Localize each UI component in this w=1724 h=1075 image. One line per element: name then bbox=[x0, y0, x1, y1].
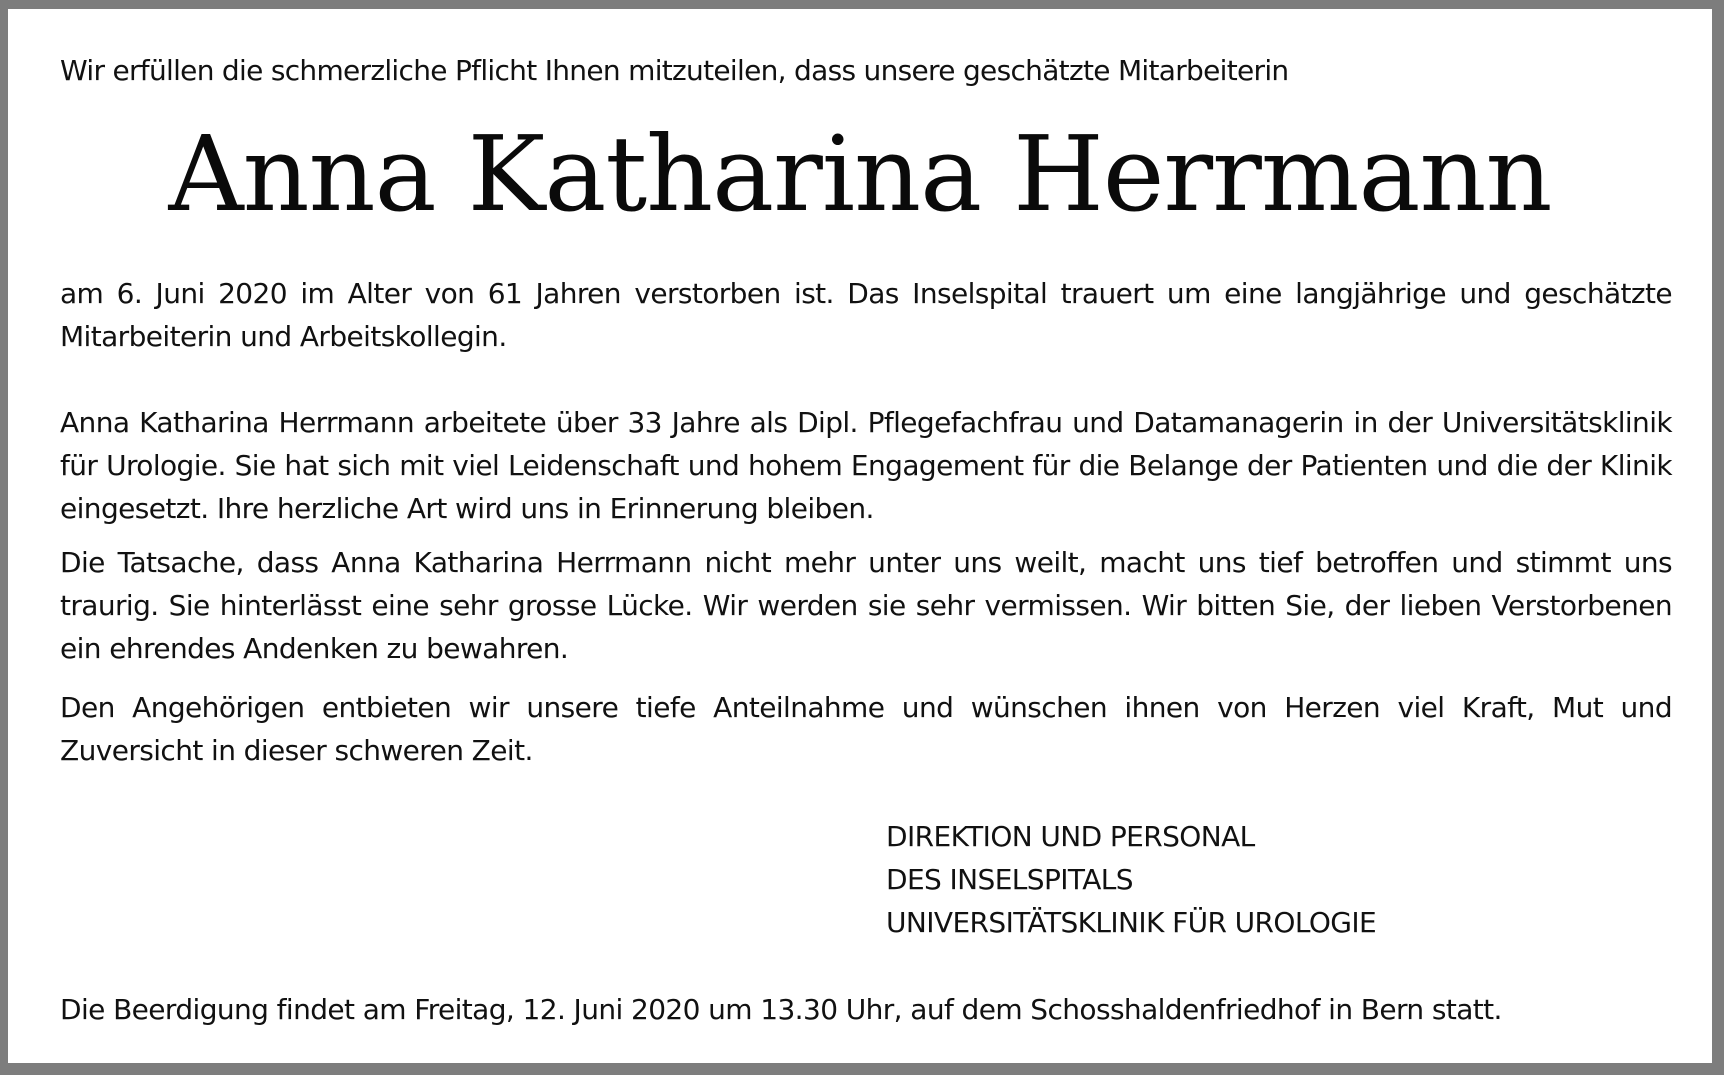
signature-line: DES INSELSPITALS bbox=[886, 863, 1133, 896]
paragraph-condolence: Die Tatsache, dass Anna Katharina Herrmann nicht mehr unter uns weilt, macht uns tief betroffen und stimmt uns traurig. Sie hinterlässt eine sehr grosse Lücke. Wir werden sie sehr vermissen. Wir bitten Sie, der lieben Verstorbenen ein ehrendes Andenken zu bewahren. bbox=[60, 546, 1672, 665]
signature-line: DIREKTION UND PERSONAL bbox=[886, 820, 1255, 853]
intro-sentence: Wir erfüllen die schmerzliche Pflicht Ihnen mitzuteilen, dass unsere geschätzte Mitarbeiterin bbox=[60, 54, 1289, 87]
signature-line: UNIVERSITÄTSKLINIK FÜR UROLOGIE bbox=[886, 906, 1377, 939]
deceased-name: Anna Katharina Herrmann bbox=[168, 113, 1552, 235]
signature-block bbox=[886, 815, 1376, 944]
paragraph-death-announcement: am 6. Juni 2020 im Alter von 61 Jahren verstorben ist. Das Inselspital trauert um eine langjährige und geschätzte Mitarbeiterin und Arbeitskollegin. bbox=[60, 277, 1672, 353]
funeral-info: Die Beerdigung findet am Freitag, 12. Juni 2020 um 13.30 Uhr, auf dem Schosshaldenfriedhof in Bern statt. bbox=[60, 993, 1502, 1026]
obituary-notice bbox=[8, 9, 1712, 1063]
paragraph-career: Anna Katharina Herrmann arbeitete über 33 Jahre als Dipl. Pflegefachfrau und Datamanagerin in der Universitätsklinik für Urologie. Sie hat sich mit viel Leidenschaft und hohem Engagement für die Belange der Patienten und die der Klinik eingesetzt. Ihre herzliche Art wird uns in Erinnerung bleiben. bbox=[60, 406, 1672, 525]
paragraph-sympathy: Den Angehörigen entbieten wir unsere tiefe Anteilnahme und wünschen ihnen von Herzen viel Kraft, Mut und Zuversicht in dieser schweren Zeit. bbox=[60, 691, 1672, 767]
